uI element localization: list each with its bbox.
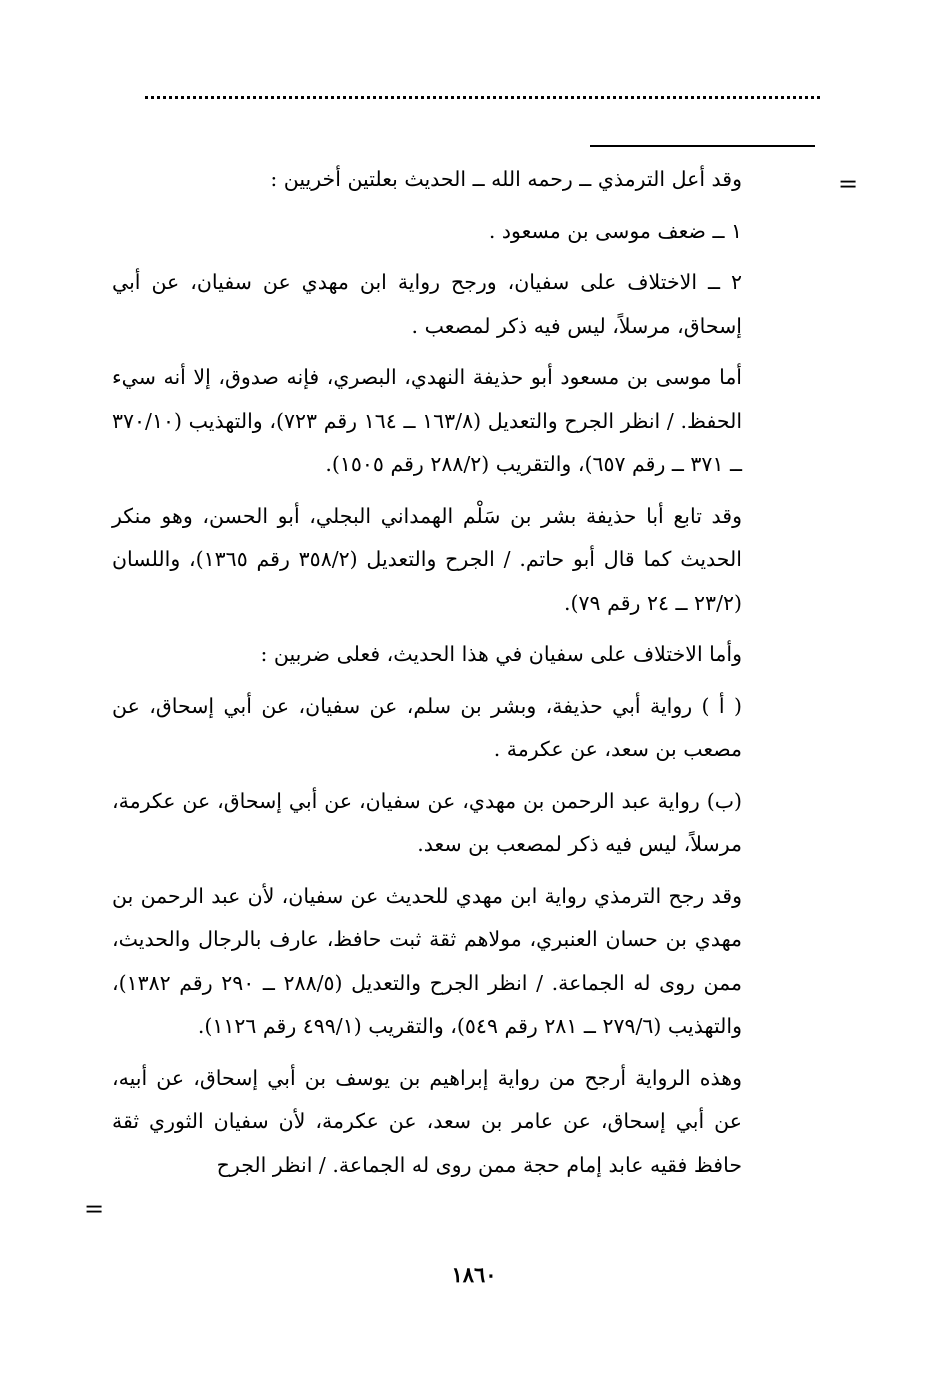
footnote-text-block — [112, 158, 742, 1195]
paragraph-musa: أما موسى بن مسعود أبو حذيفة النهدي، البصري، فإنه صدوق، إلا أنه سيء الحفظ. / انظر الجرح والتعديل (١٦٣/٨ ــ ١٦٤ رقم ٧٢٣)، والتهذيب (٣٧٠/١٠ ــ ٣٧١ ــ رقم ٦٥٧)، والتقريب (٢٨٨/٢ رقم ١٥٠٥). — [112, 365, 743, 476]
paragraph-tarjih: وقد رجح الترمذي رواية ابن مهدي للحديث عن سفيان، لأن عبد الرحمن بن مهدي بن حسان العنبري، مولاهم ثقة ثبت حافظ، عارف بالرجال والحديث، ممن روى له الجماعة. / انظر الجرح والتعديل (٢٨٨/٥ ــ ٢٩٠ رقم ١٣٨٢)، والتهذيب (٢٧٩/٦ ــ ٢٨١ رقم ٥٤٩)، والتقريب (٤٩٩/١ رقم ١١٢٦). — [112, 883, 742, 1038]
paragraph-bishr: وقد تابع أبا حذيفة بشر بن سَلْم الهمداني البجلي، أبو الحسن، وهو منكر الحديث كما قال أبو حاتم. / الجرح والتعديل (٣٥٨/٢ رقم ١٣٦٥)، واللسان (٢٣/٢ ــ ٢٤ رقم ٧٩). — [112, 503, 742, 615]
footnote-rule — [590, 145, 815, 147]
continuation-mark-top: = — [838, 170, 859, 198]
paragraph-ikhtilaf: وأما الاختلاف على سفيان في هذا الحديث، فعلى ضربين : — [260, 642, 742, 666]
paragraph-arjah: وهذه الرواية أرجح من رواية إبراهيم بن يوسف بن أبي إسحاق، عن أبيه، عن أبي إسحاق، عن عامر بن سعد، عن عكرمة، لأن سفيان الثوري ثقة حافظ فقيه عابد إمام حجة ممن روى له الجماعة. / انظر الجرح — [112, 1065, 742, 1177]
paragraph-ba: (ب) رواية عبد الرحمن بن مهدي، عن سفيان، عن أبي إسحاق، عن عكرمة، مرسلاً، ليس فيه ذكر لمصعب بن سعد. — [112, 788, 742, 856]
paragraph-point-1: ١ ــ ضعف موسى بن مسعود . — [488, 218, 742, 243]
paragraph-point-2: ٢ ــ الاختلاف على سفيان، ورجح رواية ابن مهدي عن سفيان، عن أبي إسحاق، مرسلاً، ليس فيه ذكر لمصعب . — [112, 270, 742, 338]
paragraph-alif: ( أ ) رواية أبي حذيفة، وبشر بن سلم، عن سفيان، عن أبي إسحاق، عن مصعب بن سعد، عن عكرمة . — [112, 693, 742, 761]
dotted-separator — [145, 96, 820, 99]
paragraph-intro: وقد أعل الترمذي ــ رحمه الله ــ الحديث بعلتين أخريين : — [270, 167, 742, 191]
page-number: ١٨٦٠ — [451, 1262, 497, 1287]
continuation-mark-bottom: = — [84, 1195, 105, 1223]
